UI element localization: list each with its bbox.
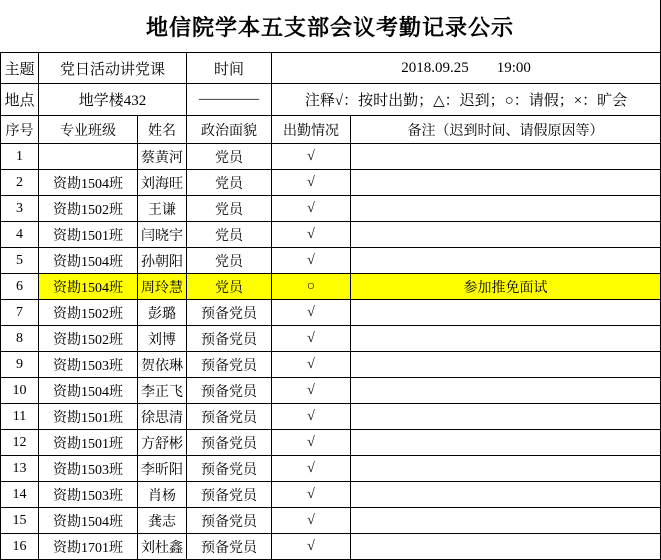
table-row xyxy=(1,534,661,560)
cell-name: 刘海旺 xyxy=(138,170,187,196)
cell-class xyxy=(39,144,138,170)
table-row xyxy=(1,430,661,456)
cell-name: 李昕阳 xyxy=(138,456,187,482)
cell-class: 资勘1701班 xyxy=(39,534,138,560)
cell-attendance: √ xyxy=(272,144,351,170)
cell-class: 资勘1502班 xyxy=(39,196,138,222)
cell-remark xyxy=(351,300,661,326)
cell-attendance: √ xyxy=(272,378,351,404)
cell-no: 9 xyxy=(1,352,39,378)
cell-name: 贺依琳 xyxy=(138,352,187,378)
header-no: 序号 xyxy=(1,116,39,144)
cell-no: 1 xyxy=(1,144,39,170)
header-name: 姓名 xyxy=(138,116,187,144)
info-row-location-legend xyxy=(1,84,661,116)
cell-remark xyxy=(351,248,661,274)
cell-no: 11 xyxy=(1,404,39,430)
cell-class: 资勘1501班 xyxy=(39,404,138,430)
time-value: 19:00 xyxy=(496,59,531,76)
cell-name: 方舒彬 xyxy=(138,430,187,456)
table-row xyxy=(1,300,661,326)
cell-class: 资勘1504班 xyxy=(39,248,138,274)
attendance-table-body xyxy=(1,53,661,560)
subject-label: 主题 xyxy=(1,53,39,84)
cell-name: 周玲慧 xyxy=(138,274,187,300)
table-row xyxy=(1,170,661,196)
cell-remark xyxy=(351,378,661,404)
cell-attendance: √ xyxy=(272,222,351,248)
table-row xyxy=(1,378,661,404)
cell-political-status: 预备党员 xyxy=(187,300,272,326)
cell-attendance: √ xyxy=(272,430,351,456)
table-row xyxy=(1,352,661,378)
cell-no: 12 xyxy=(1,430,39,456)
cell-political-status: 预备党员 xyxy=(187,404,272,430)
cell-attendance: √ xyxy=(272,482,351,508)
cell-no: 3 xyxy=(1,196,39,222)
header-remark: 备注（迟到时间、请假原因等） xyxy=(351,116,661,144)
table-row xyxy=(1,196,661,222)
cell-class: 资勘1501班 xyxy=(39,430,138,456)
cell-no: 7 xyxy=(1,300,39,326)
datetime-value xyxy=(272,53,661,84)
cell-no: 15 xyxy=(1,508,39,534)
cell-remark xyxy=(351,170,661,196)
table-row xyxy=(1,456,661,482)
cell-attendance: ○ xyxy=(272,274,351,300)
location-label: 地点 xyxy=(1,84,39,116)
cell-no: 5 xyxy=(1,248,39,274)
cell-name: 闫晓宇 xyxy=(138,222,187,248)
cell-remark xyxy=(351,196,661,222)
cell-political-status: 党员 xyxy=(187,170,272,196)
cell-no: 16 xyxy=(1,534,39,560)
cell-no: 8 xyxy=(1,326,39,352)
dash-placeholder: ———— xyxy=(187,84,272,116)
cell-political-status: 预备党员 xyxy=(187,534,272,560)
cell-political-status: 预备党员 xyxy=(187,456,272,482)
cell-no: 10 xyxy=(1,378,39,404)
cell-political-status: 党员 xyxy=(187,248,272,274)
cell-attendance: √ xyxy=(272,196,351,222)
cell-name: 李正飞 xyxy=(138,378,187,404)
cell-class: 资勘1503班 xyxy=(39,352,138,378)
date-value: 2018.09.25 xyxy=(401,59,469,76)
cell-political-status: 预备党员 xyxy=(187,326,272,352)
table-row xyxy=(1,482,661,508)
cell-remark xyxy=(351,222,661,248)
cell-attendance: √ xyxy=(272,508,351,534)
cell-name: 刘博 xyxy=(138,326,187,352)
table-row xyxy=(1,404,661,430)
table-header-row xyxy=(1,116,661,144)
cell-remark xyxy=(351,352,661,378)
table-row xyxy=(1,274,661,300)
cell-name: 肖杨 xyxy=(138,482,187,508)
cell-name: 王谦 xyxy=(138,196,187,222)
cell-no: 2 xyxy=(1,170,39,196)
subject-value: 党日活动讲党课 xyxy=(39,53,187,84)
table-row xyxy=(1,248,661,274)
cell-attendance: √ xyxy=(272,534,351,560)
cell-attendance: √ xyxy=(272,326,351,352)
cell-attendance: √ xyxy=(272,404,351,430)
cell-remark xyxy=(351,144,661,170)
cell-remark xyxy=(351,508,661,534)
attendance-legend: 注释√：按时出勤；△：迟到；○：请假；×：旷会 xyxy=(272,84,661,116)
cell-remark: 参加推免面试 xyxy=(351,274,661,300)
cell-remark xyxy=(351,534,661,560)
cell-remark xyxy=(351,404,661,430)
cell-no: 14 xyxy=(1,482,39,508)
cell-remark xyxy=(351,326,661,352)
cell-remark xyxy=(351,430,661,456)
cell-name: 孙朝阳 xyxy=(138,248,187,274)
cell-political-status: 党员 xyxy=(187,196,272,222)
cell-name: 刘杜鑫 xyxy=(138,534,187,560)
cell-class: 资勘1504班 xyxy=(39,508,138,534)
attendance-table xyxy=(0,52,661,560)
page-title: 地信院学本五支部会议考勤记录公示 xyxy=(145,15,514,41)
cell-class: 资勘1504班 xyxy=(39,170,138,196)
cell-name: 龚志 xyxy=(138,508,187,534)
cell-class: 资勘1503班 xyxy=(39,456,138,482)
cell-political-status: 预备党员 xyxy=(187,508,272,534)
cell-attendance: √ xyxy=(272,300,351,326)
cell-class: 资勘1502班 xyxy=(39,300,138,326)
header-political-status: 政治面貌 xyxy=(187,116,272,144)
info-row-subject-time xyxy=(1,53,661,84)
cell-name: 徐思清 xyxy=(138,404,187,430)
table-row xyxy=(1,222,661,248)
cell-no: 13 xyxy=(1,456,39,482)
cell-political-status: 预备党员 xyxy=(187,482,272,508)
cell-political-status: 预备党员 xyxy=(187,352,272,378)
cell-remark xyxy=(351,456,661,482)
table-row xyxy=(1,326,661,352)
cell-class: 资勘1502班 xyxy=(39,326,138,352)
cell-remark xyxy=(351,482,661,508)
cell-political-status: 党员 xyxy=(187,274,272,300)
time-label: 时间 xyxy=(187,53,272,84)
cell-attendance: √ xyxy=(272,170,351,196)
cell-name: 蔡黄河 xyxy=(138,144,187,170)
header-class: 专业班级 xyxy=(39,116,138,144)
table-row xyxy=(1,144,661,170)
cell-class: 资勘1501班 xyxy=(39,222,138,248)
cell-class: 资勘1504班 xyxy=(39,378,138,404)
table-row xyxy=(1,508,661,534)
cell-attendance: √ xyxy=(272,352,351,378)
cell-political-status: 党员 xyxy=(187,144,272,170)
cell-attendance: √ xyxy=(272,248,351,274)
cell-attendance: √ xyxy=(272,456,351,482)
cell-class: 资勘1503班 xyxy=(39,482,138,508)
cell-political-status: 预备党员 xyxy=(187,430,272,456)
cell-no: 4 xyxy=(1,222,39,248)
header-attendance: 出勤情况 xyxy=(272,116,351,144)
cell-political-status: 预备党员 xyxy=(187,378,272,404)
cell-no: 6 xyxy=(1,274,39,300)
cell-class: 资勘1504班 xyxy=(39,274,138,300)
cell-name: 彭璐 xyxy=(138,300,187,326)
location-value: 地学楼432 xyxy=(39,84,187,116)
cell-political-status: 党员 xyxy=(187,222,272,248)
